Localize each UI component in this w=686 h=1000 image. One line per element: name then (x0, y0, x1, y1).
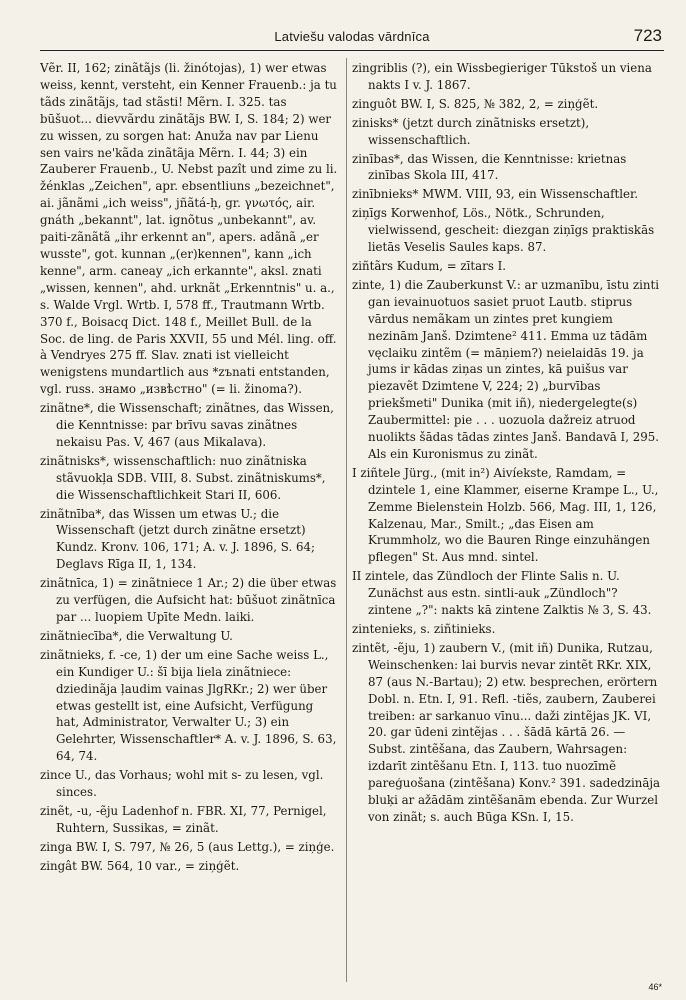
entry-zinte: zinte, 1) die Zauberkunst V.: ar uzmanību, īstu zinti gan ievainuotuos sasiet pruot Lautb. stiprus vārdus nemãkam un zintes pret kungiem nezinām Janš. Dzimtene² 411. Emma uz tādām vęclaiku zintẽm (= māņiem?) neielaidās 19. ja jums ir kādas ziņas un zintes, kā puišus var piezavẽt Dzimtene V, 224; 2) „burvības priekšmeti" Dunika (mit iñ), niedergelegte(s) Zaubermittel: pie . . . uozuola dažreiz atruod nuolikts šādas tādas zintes Janš. Bandavā I, 295. Als ein Kuronismus zu zinãt. (352, 277, 660, 461)
entry-zince: zince U., das Vorhaus; wohl mit s- zu lesen, vgl. sinces. (40, 768, 324, 800)
entry-zinet: zinẽt, -u, -ẽju Ladenhof n. FBR. XI, 77, Pernigel, Ruhtern, Sussikas, = zinãt. (40, 803, 327, 835)
entry-zintet: zintẽt, -ẽju, 1) zaubern V., (mit iñ) Dunika, Rutzau, Weinschenken: lai burvis nevar zintẽt RKr. XIX, 87 (aus N.-Bartau); 2) etw. besprechen, erörtern Dobl. n. Etn. I, 91. Refl. -tiẽs, zaubern, Zauberei treiben: ar sarkanuo vīnu... daži zintẽjas JK. VI, 20. gar ūdeni zintẽjas . . . šādā kārtā 26. — Subst. zintẽšana, das Zaubern, Wahrsagen: izdarīt zintẽšanu Etn. I, 113. tuo nuozīmẽ pareģuošana (zintẽšana) Konv.² 391. sadedzināja bluķi ar ažādām zintẽšanām ebenda. Zur Wurzel von zinãt; s. auch Būga KSn. I, 15. (352, 640, 661, 824)
entry-zinatne: zinãtne*, die Wissenschaft; zinãtnes, das Wissen, die Kenntnisse: par brīvu savas zinãtnes nekaisu Pas. V, 467 (aus Mikalava). (40, 401, 334, 449)
entry-zinibas: zinības*, das Wissen, die Kenntnisse: krietnas zinības Skola III, 417. (352, 151, 627, 183)
entry-zinisks: zinisks* (jetzt durch zinãtnisks ersetzt), wissenschaftlich. (352, 115, 590, 147)
entry-zinga: zinga BW. I, S. 797, № 26, 5 (aus Lettg.), = ziņģe. (40, 839, 335, 854)
entry-zingriblis: zingriblis (?), ein Wissbegieriger Tūkstoš un viena nakts I v. J. 1867. (352, 61, 652, 92)
page-number: 723 (633, 26, 662, 45)
entry-zinibnieks: zinībnieks* MWM. VIII, 93, ein Wissenschaftler. (352, 187, 639, 202)
entry-zintele-1: I ziñtele Jürg., (mit in²) Aivíekste, Ramdam, = dzintele 1, eine Klammer, eiserne Krampe L., U., Zemme Bielenstein Holzb. 566, Mag. III, 1, 126, Kalzenau, Mar., Smilt.; „das Eisen am Krummholz, wo die Bauren Ringe einzuhängen pflegen" St. Aus mnd. sintel. (352, 465, 659, 565)
entry-zinatnieks: zinãtnieks, f. -ce, 1) der um eine Sache weiss L., ein Kundiger U.: šī bija liela zinãtniece: dziedinãja ļaudim vainas JlgRKr.; 2) wer über etwas gestellt ist, eine Aufsicht, Verfügung hat, Administrator, Verwalter U.; 3) ein Gelehrter, Wissenschaftler* A. v. J. 1896, S. 63, 64, 74. (40, 647, 337, 764)
column-divider (346, 58, 347, 982)
entry-zintars: ziñtãrs Kudum, = zītars I. (352, 258, 507, 273)
running-title: Latviešu valodas vārdnīca (274, 29, 430, 44)
entry-zingat: zingât BW. 564, 10 var., = ziņģẽt. (40, 858, 240, 873)
running-head (40, 28, 664, 51)
entry-zinatnica: zinãtnīca, 1) = zinãtniece 1 Ar.; 2) die über etwas zu verfügen, die Aufsicht hat: būšuot zinãtnīca par ... luopiem Upīte Medn. laiki. (40, 576, 337, 624)
entry-zinatniba: zinãtnība*, das Wissen um etwas U.; die Wissenschaft (jetzt durch zinãtne ersetzt) Kundz. Kronv. 106, 171; A. v. J. 1896, S. 64; Deglavs Rīga II, 1, 134. (40, 506, 315, 572)
entry-zintele-2: II zintele, das Zündloch der Flinte Salis n. U. Zunächst aus estn. sintli-auk „Zündloch"? zintene „?": nakts kā zintene Zalktis № 3, S. 43. (352, 569, 652, 618)
entry-zinatnisks: zinãtnisks*, wissenschaftlich: nuo zinãtniska stãvuokļa SDB. VIII, 8. Subst. zinãtniskums*, die Wissenschaftlichkeit Stari II, 606. (40, 453, 326, 502)
entry-zinigs: ziņīgs Korwenhof, Lös., Nötk., Schrunden, vielwissend, gescheit: diezgan ziņīgs praktiskās lietās Veselis Saules kaps. 87. (352, 206, 655, 255)
right-column (352, 60, 664, 982)
entry-zinatajs-continued: Vẽr. II, 162; zinãtãjs (li. žinótojas), 1) wer etwas weiss, kennt, versteht, ein Kenner Frauenb.: ja tu tãds zinãtãjs, tad stãsti! Mẽrn. I. 325. tas būšuot... dievvãrdu zinãtãjs BW. I, S. 184; 2) wer zu wissen, zu sorgen hat: Anuža nav par Lienu sen vairs ne'kãda zinãtãja Mẽrn. I. 44; 3) ein Zauberer Frauenb., U. Nebst pazît und zime zu li. žénklas „Zeichen", apr. ebsentliuns „bezeichnet", ai. jãnãmi „ich weiss", jñãtá-ḥ, gr. γνωτός, air. gnáth „bekannt", lat. ignõtus „unbekannt", av. paiti-zãnãtã „ihr erkennt an", apers. adãnã „er wusste", got. kunnan „(er)kennen", kann „ich kenne", arm. caneay „ich erkannte", aksl. znati „wissen, kennen", ahd. urknãt „Erkenntnis" u. a., s. Walde Vrgl. Wrtb. I, 578 ff., Trautmann Wrtb. 370 f., Boisacq Dict. 148 f., Meillet Bull. de la Soc. de ling. de Paris XXVII, 55 und Mél. ling. off. à Vendryes 275 ff. Slav. znati ist vielleicht wenigstens mundartlich aus *zъnati entstanden, vgl. russ. знамо „извѣстно" (= li. žinoma?). (40, 61, 338, 397)
left-column (40, 60, 340, 982)
entry-zinguot: zinguôt BW. I, S. 825, № 382, 2, = ziņģẽt. (352, 96, 599, 111)
entry-zintenieks: zintenieks, s. ziñtinieks. (352, 622, 496, 636)
signature-mark: 46* (648, 982, 662, 992)
entry-zinatnieciba: zinãtniecība*, die Verwaltung U. (40, 628, 233, 643)
